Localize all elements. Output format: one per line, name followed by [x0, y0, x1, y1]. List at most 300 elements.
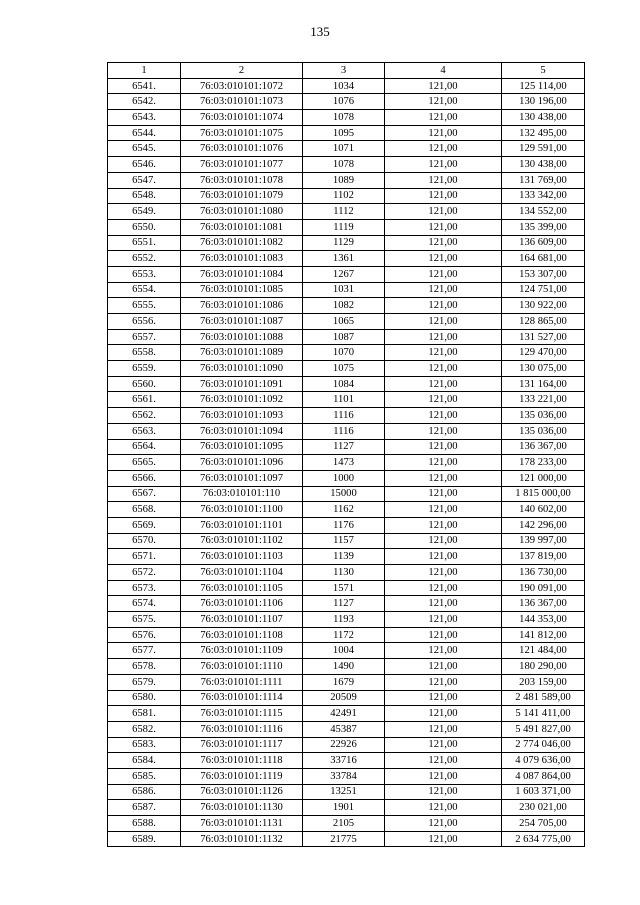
value-cell: 180 290,00	[502, 659, 585, 675]
rate-cell: 121,00	[385, 502, 502, 518]
cadastral-number-cell: 76:03:010101:1080	[181, 204, 303, 220]
value-cell: 136 367,00	[502, 439, 585, 455]
value-cell: 135 399,00	[502, 219, 585, 235]
rate-cell: 121,00	[385, 455, 502, 471]
table-row	[108, 737, 585, 753]
area-cell: 1127	[303, 596, 385, 612]
table-row	[108, 125, 585, 141]
column-header-4: 4	[385, 63, 502, 79]
rate-cell: 121,00	[385, 690, 502, 706]
row-number-cell: 6562.	[108, 408, 181, 424]
area-cell: 1116	[303, 423, 385, 439]
cadastral-number-cell: 76:03:010101:1088	[181, 329, 303, 345]
rate-cell: 121,00	[385, 172, 502, 188]
table-row	[108, 376, 585, 392]
table-row	[108, 659, 585, 675]
cadastral-number-cell: 76:03:010101:1087	[181, 314, 303, 330]
rate-cell: 121,00	[385, 565, 502, 581]
table-row	[108, 251, 585, 267]
row-number-cell: 6541.	[108, 78, 181, 94]
cadastral-number-cell: 76:03:010101:1089	[181, 345, 303, 361]
row-number-cell: 6552.	[108, 251, 181, 267]
row-number-cell: 6560.	[108, 376, 181, 392]
value-cell: 132 495,00	[502, 125, 585, 141]
value-cell: 230 021,00	[502, 800, 585, 816]
rate-cell: 121,00	[385, 533, 502, 549]
column-header-2: 2	[181, 63, 303, 79]
table-row	[108, 157, 585, 173]
area-cell: 1000	[303, 470, 385, 486]
row-number-cell: 6579.	[108, 674, 181, 690]
table-row	[108, 549, 585, 565]
table-row	[108, 455, 585, 471]
area-cell: 1176	[303, 517, 385, 533]
area-cell: 1127	[303, 439, 385, 455]
value-cell: 124 751,00	[502, 282, 585, 298]
cadastral-number-cell: 76:03:010101:1110	[181, 659, 303, 675]
rate-cell: 121,00	[385, 706, 502, 722]
value-cell: 128 865,00	[502, 314, 585, 330]
area-cell: 1075	[303, 361, 385, 377]
row-number-cell: 6581.	[108, 706, 181, 722]
rate-cell: 121,00	[385, 831, 502, 847]
value-cell: 135 036,00	[502, 408, 585, 424]
row-number-cell: 6575.	[108, 612, 181, 628]
cadastral-number-cell: 76:03:010101:1073	[181, 94, 303, 110]
rate-cell: 121,00	[385, 423, 502, 439]
value-cell: 144 353,00	[502, 612, 585, 628]
rate-cell: 121,00	[385, 204, 502, 220]
table-row	[108, 565, 585, 581]
row-number-cell: 6571.	[108, 549, 181, 565]
area-cell: 1162	[303, 502, 385, 518]
row-number-cell: 6542.	[108, 94, 181, 110]
table-row	[108, 502, 585, 518]
area-cell: 1112	[303, 204, 385, 220]
cadastral-number-cell: 76:03:010101:1103	[181, 549, 303, 565]
table-row	[108, 439, 585, 455]
rate-cell: 121,00	[385, 408, 502, 424]
rate-cell: 121,00	[385, 188, 502, 204]
rate-cell: 121,00	[385, 643, 502, 659]
area-cell: 1089	[303, 172, 385, 188]
cadastral-number-cell: 76:03:010101:1082	[181, 235, 303, 251]
row-number-cell: 6559.	[108, 361, 181, 377]
rate-cell: 121,00	[385, 298, 502, 314]
cadastral-number-cell: 76:03:010101:1119	[181, 768, 303, 784]
cadastral-number-cell: 76:03:010101:1111	[181, 674, 303, 690]
area-cell: 1116	[303, 408, 385, 424]
value-cell: 121 484,00	[502, 643, 585, 659]
rate-cell: 121,00	[385, 768, 502, 784]
row-number-cell: 6577.	[108, 643, 181, 659]
value-cell: 2 481 589,00	[502, 690, 585, 706]
value-cell: 136 367,00	[502, 596, 585, 612]
row-number-cell: 6586.	[108, 784, 181, 800]
row-number-cell: 6564.	[108, 439, 181, 455]
cadastral-number-cell: 76:03:010101:1102	[181, 533, 303, 549]
value-cell: 130 438,00	[502, 157, 585, 173]
area-cell: 1571	[303, 580, 385, 596]
value-cell: 153 307,00	[502, 266, 585, 282]
cadastral-number-cell: 76:03:010101:1079	[181, 188, 303, 204]
area-cell: 22926	[303, 737, 385, 753]
value-cell: 125 114,00	[502, 78, 585, 94]
value-cell: 190 091,00	[502, 580, 585, 596]
row-number-cell: 6573.	[108, 580, 181, 596]
table-row	[108, 361, 585, 377]
table-row	[108, 329, 585, 345]
column-header-1: 1	[108, 63, 181, 79]
cadastral-number-cell: 76:03:010101:1105	[181, 580, 303, 596]
row-number-cell: 6584.	[108, 753, 181, 769]
row-number-cell: 6580.	[108, 690, 181, 706]
rate-cell: 121,00	[385, 392, 502, 408]
area-cell: 1901	[303, 800, 385, 816]
rate-cell: 121,00	[385, 596, 502, 612]
value-cell: 4 079 636,00	[502, 753, 585, 769]
area-cell: 13251	[303, 784, 385, 800]
rate-cell: 121,00	[385, 266, 502, 282]
value-cell: 5 491 827,00	[502, 721, 585, 737]
area-cell: 1102	[303, 188, 385, 204]
row-number-cell: 6568.	[108, 502, 181, 518]
rate-cell: 121,00	[385, 345, 502, 361]
cadastral-number-cell: 76:03:010101:1086	[181, 298, 303, 314]
area-cell: 1087	[303, 329, 385, 345]
area-cell: 1071	[303, 141, 385, 157]
value-cell: 135 036,00	[502, 423, 585, 439]
table-body	[108, 78, 585, 847]
table-row	[108, 110, 585, 126]
table-row	[108, 219, 585, 235]
cadastral-number-cell: 76:03:010101:1131	[181, 816, 303, 832]
area-cell: 1490	[303, 659, 385, 675]
value-cell: 254 705,00	[502, 816, 585, 832]
cadastral-number-cell: 76:03:010101:1075	[181, 125, 303, 141]
area-cell: 33784	[303, 768, 385, 784]
row-number-cell: 6547.	[108, 172, 181, 188]
rate-cell: 121,00	[385, 361, 502, 377]
table-row	[108, 314, 585, 330]
row-number-cell: 6587.	[108, 800, 181, 816]
table-row	[108, 235, 585, 251]
cadastral-number-cell: 76:03:010101:1094	[181, 423, 303, 439]
column-header-3: 3	[303, 63, 385, 79]
area-cell: 1084	[303, 376, 385, 392]
cadastral-number-cell: 76:03:010101:1092	[181, 392, 303, 408]
rate-cell: 121,00	[385, 78, 502, 94]
rate-cell: 121,00	[385, 580, 502, 596]
row-number-cell: 6553.	[108, 266, 181, 282]
cadastral-number-cell: 76:03:010101:1090	[181, 361, 303, 377]
rate-cell: 121,00	[385, 439, 502, 455]
table-row	[108, 643, 585, 659]
area-cell: 1082	[303, 298, 385, 314]
value-cell: 134 552,00	[502, 204, 585, 220]
area-cell: 1101	[303, 392, 385, 408]
row-number-cell: 6578.	[108, 659, 181, 675]
area-cell: 42491	[303, 706, 385, 722]
cadastral-number-cell: 76:03:010101:1096	[181, 455, 303, 471]
area-cell: 2105	[303, 816, 385, 832]
rate-cell: 121,00	[385, 329, 502, 345]
table-row	[108, 94, 585, 110]
row-number-cell: 6588.	[108, 816, 181, 832]
table-row	[108, 204, 585, 220]
row-number-cell: 6583.	[108, 737, 181, 753]
row-number-cell: 6557.	[108, 329, 181, 345]
row-number-cell: 6565.	[108, 455, 181, 471]
area-cell: 1129	[303, 235, 385, 251]
table-row	[108, 392, 585, 408]
rate-cell: 121,00	[385, 314, 502, 330]
cadastral-number-cell: 76:03:010101:1107	[181, 612, 303, 628]
cadastral-number-cell: 76:03:010101:1118	[181, 753, 303, 769]
row-number-cell: 6554.	[108, 282, 181, 298]
cadastral-number-cell: 76:03:010101:1101	[181, 517, 303, 533]
value-cell: 141 812,00	[502, 627, 585, 643]
value-cell: 129 591,00	[502, 141, 585, 157]
value-cell: 2 634 775,00	[502, 831, 585, 847]
value-cell: 136 609,00	[502, 235, 585, 251]
value-cell: 129 470,00	[502, 345, 585, 361]
cadastral-number-cell: 76:03:010101:1093	[181, 408, 303, 424]
row-number-cell: 6548.	[108, 188, 181, 204]
area-cell: 1078	[303, 110, 385, 126]
value-cell: 130 438,00	[502, 110, 585, 126]
row-number-cell: 6569.	[108, 517, 181, 533]
table-row	[108, 690, 585, 706]
area-cell: 1004	[303, 643, 385, 659]
row-number-cell: 6556.	[108, 314, 181, 330]
row-number-cell: 6558.	[108, 345, 181, 361]
cadastral-number-cell: 76:03:010101:1109	[181, 643, 303, 659]
area-cell: 1130	[303, 565, 385, 581]
row-number-cell: 6550.	[108, 219, 181, 235]
area-cell: 1679	[303, 674, 385, 690]
table-row	[108, 831, 585, 847]
area-cell: 1034	[303, 78, 385, 94]
value-cell: 178 233,00	[502, 455, 585, 471]
row-number-cell: 6570.	[108, 533, 181, 549]
rate-cell: 121,00	[385, 549, 502, 565]
rate-cell: 121,00	[385, 486, 502, 502]
table-row	[108, 784, 585, 800]
row-number-cell: 6549.	[108, 204, 181, 220]
page-number: 135	[310, 24, 330, 39]
cadastral-number-cell: 76:03:010101:1081	[181, 219, 303, 235]
cadastral-number-cell: 76:03:010101:1074	[181, 110, 303, 126]
area-cell: 21775	[303, 831, 385, 847]
row-number-cell: 6563.	[108, 423, 181, 439]
table-row	[108, 800, 585, 816]
cadastral-number-cell: 76:03:010101:1095	[181, 439, 303, 455]
row-number-cell: 6543.	[108, 110, 181, 126]
rate-cell: 121,00	[385, 470, 502, 486]
rate-cell: 121,00	[385, 125, 502, 141]
cadastral-number-cell: 76:03:010101:1100	[181, 502, 303, 518]
value-cell: 142 296,00	[502, 517, 585, 533]
value-cell: 5 141 411,00	[502, 706, 585, 722]
area-cell: 1065	[303, 314, 385, 330]
rate-cell: 121,00	[385, 800, 502, 816]
rate-cell: 121,00	[385, 737, 502, 753]
rate-cell: 121,00	[385, 110, 502, 126]
area-cell: 1031	[303, 282, 385, 298]
cadastral-number-cell: 76:03:010101:1116	[181, 721, 303, 737]
value-cell: 130 922,00	[502, 298, 585, 314]
row-number-cell: 6572.	[108, 565, 181, 581]
table-row	[108, 674, 585, 690]
cadastral-number-cell: 76:03:010101:1115	[181, 706, 303, 722]
value-cell: 131 164,00	[502, 376, 585, 392]
area-cell: 1076	[303, 94, 385, 110]
value-cell: 137 819,00	[502, 549, 585, 565]
area-cell: 1157	[303, 533, 385, 549]
cadastral-number-cell: 76:03:010101:1132	[181, 831, 303, 847]
rate-cell: 121,00	[385, 784, 502, 800]
value-cell: 130 075,00	[502, 361, 585, 377]
rate-cell: 121,00	[385, 753, 502, 769]
table-row	[108, 423, 585, 439]
area-cell: 1119	[303, 219, 385, 235]
area-cell: 33716	[303, 753, 385, 769]
value-cell: 139 997,00	[502, 533, 585, 549]
value-cell: 130 196,00	[502, 94, 585, 110]
area-cell: 1473	[303, 455, 385, 471]
cadastral-number-cell: 76:03:010101:110	[181, 486, 303, 502]
rate-cell: 121,00	[385, 376, 502, 392]
rate-cell: 121,00	[385, 659, 502, 675]
table-row	[108, 517, 585, 533]
area-cell: 1361	[303, 251, 385, 267]
table-row	[108, 533, 585, 549]
cadastral-number-cell: 76:03:010101:1076	[181, 141, 303, 157]
rate-cell: 121,00	[385, 612, 502, 628]
value-cell: 203 159,00	[502, 674, 585, 690]
table-row	[108, 816, 585, 832]
table-row	[108, 721, 585, 737]
rate-cell: 121,00	[385, 674, 502, 690]
rate-cell: 121,00	[385, 157, 502, 173]
cadastral-number-cell: 76:03:010101:1130	[181, 800, 303, 816]
rate-cell: 121,00	[385, 282, 502, 298]
cadastral-number-cell: 76:03:010101:1114	[181, 690, 303, 706]
row-number-cell: 6589.	[108, 831, 181, 847]
table-row	[108, 580, 585, 596]
row-number-cell: 6561.	[108, 392, 181, 408]
table-row	[108, 596, 585, 612]
table-row	[108, 188, 585, 204]
table-row	[108, 141, 585, 157]
value-cell: 133 221,00	[502, 392, 585, 408]
area-cell: 1139	[303, 549, 385, 565]
row-number-cell: 6567.	[108, 486, 181, 502]
value-cell: 164 681,00	[502, 251, 585, 267]
cadastral-value-table	[107, 62, 585, 847]
area-cell: 1172	[303, 627, 385, 643]
value-cell: 4 087 864,00	[502, 768, 585, 784]
cadastral-number-cell: 76:03:010101:1108	[181, 627, 303, 643]
area-cell: 1267	[303, 266, 385, 282]
table-row	[108, 345, 585, 361]
cadastral-number-cell: 76:03:010101:1104	[181, 565, 303, 581]
value-cell: 2 774 046,00	[502, 737, 585, 753]
cadastral-number-cell: 76:03:010101:1091	[181, 376, 303, 392]
table-row	[108, 486, 585, 502]
value-cell: 131 769,00	[502, 172, 585, 188]
rate-cell: 121,00	[385, 517, 502, 533]
cadastral-number-cell: 76:03:010101:1085	[181, 282, 303, 298]
table-row	[108, 612, 585, 628]
cadastral-number-cell: 76:03:010101:1083	[181, 251, 303, 267]
value-cell: 121 000,00	[502, 470, 585, 486]
table-row	[108, 172, 585, 188]
cadastral-number-cell: 76:03:010101:1097	[181, 470, 303, 486]
cadastral-number-cell: 76:03:010101:1084	[181, 266, 303, 282]
rate-cell: 121,00	[385, 219, 502, 235]
cadastral-number-cell: 76:03:010101:1106	[181, 596, 303, 612]
row-number-cell: 6574.	[108, 596, 181, 612]
row-number-cell: 6546.	[108, 157, 181, 173]
rate-cell: 121,00	[385, 627, 502, 643]
area-cell: 1078	[303, 157, 385, 173]
area-cell: 45387	[303, 721, 385, 737]
table-row	[108, 408, 585, 424]
row-number-cell: 6585.	[108, 768, 181, 784]
table-row	[108, 298, 585, 314]
table-row	[108, 470, 585, 486]
row-number-cell: 6576.	[108, 627, 181, 643]
cadastral-number-cell: 76:03:010101:1078	[181, 172, 303, 188]
column-header-5: 5	[502, 63, 585, 79]
row-number-cell: 6551.	[108, 235, 181, 251]
area-cell: 20509	[303, 690, 385, 706]
rate-cell: 121,00	[385, 251, 502, 267]
table-row	[108, 706, 585, 722]
area-cell: 1193	[303, 612, 385, 628]
rate-cell: 121,00	[385, 94, 502, 110]
value-cell: 131 527,00	[502, 329, 585, 345]
rate-cell: 121,00	[385, 721, 502, 737]
row-number-cell: 6582.	[108, 721, 181, 737]
area-cell: 15000	[303, 486, 385, 502]
value-cell: 140 602,00	[502, 502, 585, 518]
cadastral-number-cell: 76:03:010101:1126	[181, 784, 303, 800]
rate-cell: 121,00	[385, 235, 502, 251]
table-row	[108, 78, 585, 94]
row-number-cell: 6544.	[108, 125, 181, 141]
cadastral-number-cell: 76:03:010101:1077	[181, 157, 303, 173]
row-number-cell: 6566.	[108, 470, 181, 486]
cadastral-number-cell: 76:03:010101:1072	[181, 78, 303, 94]
value-cell: 136 730,00	[502, 565, 585, 581]
header-row	[108, 63, 585, 79]
area-cell: 1070	[303, 345, 385, 361]
cadastral-number-cell: 76:03:010101:1117	[181, 737, 303, 753]
row-number-cell: 6555.	[108, 298, 181, 314]
value-cell: 133 342,00	[502, 188, 585, 204]
area-cell: 1095	[303, 125, 385, 141]
table-row	[108, 768, 585, 784]
rate-cell: 121,00	[385, 816, 502, 832]
value-cell: 1 603 371,00	[502, 784, 585, 800]
table-row	[108, 282, 585, 298]
table-row	[108, 753, 585, 769]
row-number-cell: 6545.	[108, 141, 181, 157]
value-cell: 1 815 000,00	[502, 486, 585, 502]
